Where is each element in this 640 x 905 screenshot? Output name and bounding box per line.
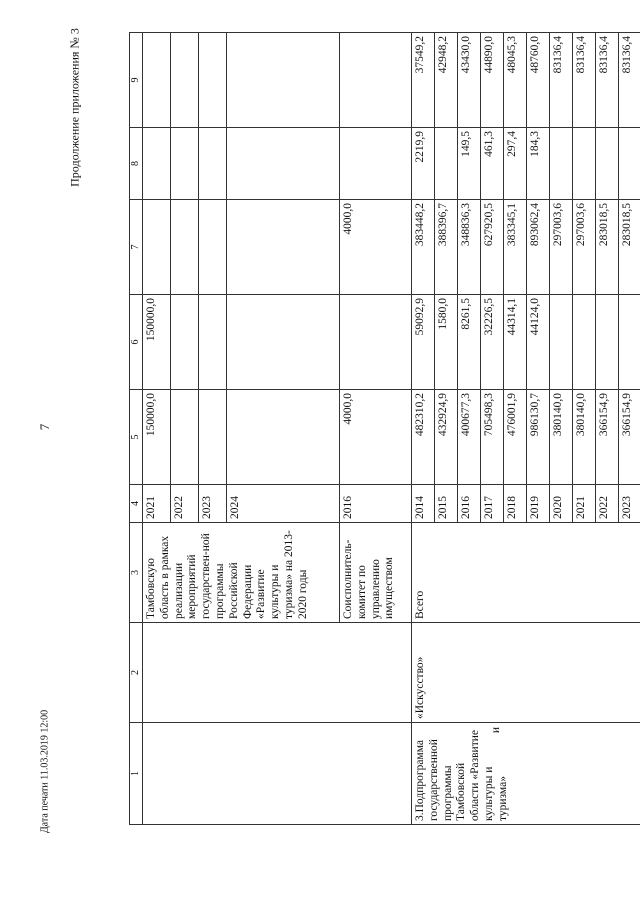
column-number: 3 bbox=[130, 523, 143, 623]
amount-cell: 366154,9 bbox=[619, 390, 640, 485]
amount-cell bbox=[171, 390, 199, 485]
amount-cell: 366154,9 bbox=[596, 390, 619, 485]
amount-cell: 48760,0 bbox=[527, 33, 550, 128]
table-row bbox=[412, 33, 435, 825]
year-cell: 2022 bbox=[596, 485, 619, 523]
year-cell: 2015 bbox=[435, 485, 458, 523]
amount-cell: 2219,9 bbox=[412, 128, 435, 200]
amount-cell bbox=[171, 295, 199, 390]
amount-cell: 380140,0 bbox=[573, 390, 596, 485]
amount-cell: 59092,9 bbox=[412, 295, 435, 390]
block2-description: Соисполнитель-комитет по управлению имуществом bbox=[340, 523, 412, 623]
amount-cell: 461,3 bbox=[481, 128, 504, 200]
column-number: 9 bbox=[130, 33, 143, 128]
subprogram-name: «Искусство» bbox=[412, 623, 640, 723]
amount-cell bbox=[199, 295, 227, 390]
amount-cell bbox=[340, 33, 412, 128]
year-cell: 2024 bbox=[227, 485, 340, 523]
amount-cell: 83136,4 bbox=[573, 33, 596, 128]
year-cell: 2017 bbox=[481, 485, 504, 523]
year-cell: 2014 bbox=[412, 485, 435, 523]
empty-cell bbox=[143, 723, 412, 825]
amount-cell bbox=[227, 33, 340, 128]
column-number: 8 bbox=[130, 128, 143, 200]
amount-cell bbox=[619, 295, 640, 390]
amount-cell: 383448,2 bbox=[412, 200, 435, 295]
amount-cell bbox=[340, 295, 412, 390]
amount-cell bbox=[573, 295, 596, 390]
year-cell: 2023 bbox=[619, 485, 640, 523]
amount-cell bbox=[550, 128, 573, 200]
amount-cell: 283018,5 bbox=[619, 200, 640, 295]
amount-cell bbox=[143, 200, 171, 295]
amount-cell: 482310,2 bbox=[412, 390, 435, 485]
amount-cell bbox=[171, 33, 199, 128]
subprogram-title-stray: и bbox=[490, 727, 502, 734]
page-number: 7 bbox=[37, 423, 52, 431]
amount-cell: 986130,7 bbox=[527, 390, 550, 485]
amount-cell: 400677,3 bbox=[458, 390, 481, 485]
amount-cell bbox=[227, 390, 340, 485]
amount-cell: 150000,0 bbox=[143, 295, 171, 390]
amount-cell bbox=[340, 128, 412, 200]
amount-cell bbox=[227, 295, 340, 390]
amount-cell bbox=[199, 200, 227, 295]
amount-cell: 42948,2 bbox=[435, 33, 458, 128]
year-cell: 2022 bbox=[171, 485, 199, 523]
amount-cell: 297003,6 bbox=[573, 200, 596, 295]
column-number: 4 bbox=[130, 485, 143, 523]
amount-cell: 37549,2 bbox=[412, 33, 435, 128]
year-cell: 2019 bbox=[527, 485, 550, 523]
subprogram-title-text: 3.Подпрограмма государственной программы Тамбовской области «Развитие культуры и туризма» bbox=[414, 730, 509, 821]
year-cell: 2018 bbox=[504, 485, 527, 523]
amount-cell: 627920,5 bbox=[481, 200, 504, 295]
amount-cell bbox=[199, 128, 227, 200]
amount-cell: 705498,3 bbox=[481, 390, 504, 485]
amount-cell: 44124,0 bbox=[527, 295, 550, 390]
amount-cell: 149,5 bbox=[458, 128, 481, 200]
year-cell: 2021 bbox=[143, 485, 171, 523]
year-cell: 2016 bbox=[340, 485, 412, 523]
amount-cell bbox=[596, 295, 619, 390]
amount-cell: 297003,6 bbox=[550, 200, 573, 295]
amount-cell bbox=[596, 128, 619, 200]
amount-cell bbox=[171, 200, 199, 295]
subprogram-title bbox=[412, 723, 640, 825]
amount-cell: 32226,5 bbox=[481, 295, 504, 390]
amount-cell: 83136,4 bbox=[550, 33, 573, 128]
amount-cell: 432924,9 bbox=[435, 390, 458, 485]
budget-table-frame bbox=[129, 33, 633, 825]
amount-cell: 43430,0 bbox=[458, 33, 481, 128]
table-row bbox=[143, 33, 171, 825]
amount-cell bbox=[573, 128, 596, 200]
amount-cell: 44890,0 bbox=[481, 33, 504, 128]
year-cell: 2016 bbox=[458, 485, 481, 523]
amount-cell: 388396,7 bbox=[435, 200, 458, 295]
amount-cell: 83136,4 bbox=[619, 33, 640, 128]
amount-cell: 8261,5 bbox=[458, 295, 481, 390]
appendix-note: Продолжение приложения № 3 bbox=[67, 28, 82, 187]
amount-cell bbox=[435, 128, 458, 200]
amount-cell bbox=[143, 33, 171, 128]
amount-cell: 4000,0 bbox=[340, 200, 412, 295]
amount-cell: 348836,3 bbox=[458, 200, 481, 295]
column-number: 6 bbox=[130, 295, 143, 390]
amount-cell bbox=[199, 33, 227, 128]
year-cell: 2020 bbox=[550, 485, 573, 523]
amount-cell: 4000,0 bbox=[340, 390, 412, 485]
amount-cell bbox=[171, 128, 199, 200]
year-cell: 2023 bbox=[199, 485, 227, 523]
column-number-row bbox=[130, 33, 143, 825]
amount-cell bbox=[619, 128, 640, 200]
column-number: 5 bbox=[130, 390, 143, 485]
amount-cell: 383345,1 bbox=[504, 200, 527, 295]
amount-cell: 476001,9 bbox=[504, 390, 527, 485]
amount-cell bbox=[227, 200, 340, 295]
total-label: Всего bbox=[412, 523, 640, 623]
amount-cell bbox=[550, 295, 573, 390]
amount-cell: 83136,4 bbox=[596, 33, 619, 128]
amount-cell: 44314,1 bbox=[504, 295, 527, 390]
budget-table bbox=[129, 32, 640, 825]
amount-cell: 1580,0 bbox=[435, 295, 458, 390]
amount-cell bbox=[227, 128, 340, 200]
amount-cell: 150000,0 bbox=[143, 390, 171, 485]
amount-cell: 48045,3 bbox=[504, 33, 527, 128]
amount-cell: 380140,0 bbox=[550, 390, 573, 485]
amount-cell: 297,4 bbox=[504, 128, 527, 200]
amount-cell bbox=[199, 390, 227, 485]
amount-cell: 184,3 bbox=[527, 128, 550, 200]
column-number: 2 bbox=[130, 623, 143, 723]
column-number: 7 bbox=[130, 200, 143, 295]
amount-cell: 893062,4 bbox=[527, 200, 550, 295]
amount-cell: 283018,5 bbox=[596, 200, 619, 295]
block1-description: Тамбовскую область в рамках реализации мероприятий государствен-ной программы Российской Федерации «Развитие культуры и туризма» на 2013-2020 годы bbox=[143, 523, 340, 623]
print-date: Дата печати 11.03.2019 12:00 bbox=[39, 709, 51, 834]
column-number: 1 bbox=[130, 723, 143, 825]
empty-cell bbox=[143, 623, 412, 723]
year-cell: 2021 bbox=[573, 485, 596, 523]
amount-cell bbox=[143, 128, 171, 200]
